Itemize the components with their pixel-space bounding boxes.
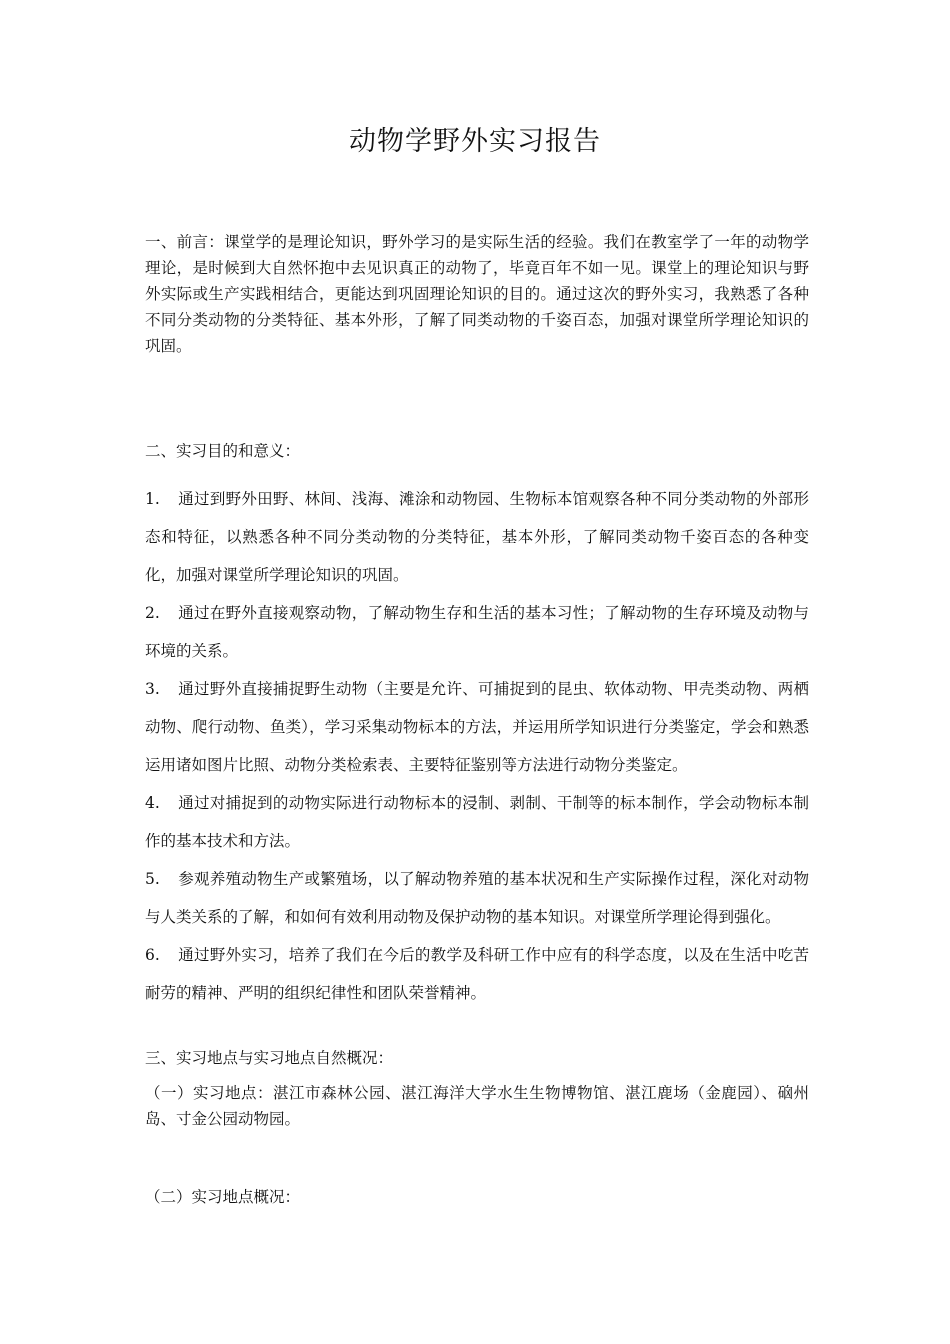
list-item-text: 通过野外实习，培养了我们在今后的教学及科研工作中应有的科学态度，以及在生活中吃苦耐劳的精神、严明的组织纪律性和团队荣誉精神。 xyxy=(145,946,809,1002)
list-item xyxy=(145,936,809,1012)
list-item-number: 2. xyxy=(145,604,160,622)
list-item-number: 3. xyxy=(145,680,160,698)
intro-paragraph: 一、前言：课堂学的是理论知识，野外学习的是实际生活的经验。我们在教室学了一年的动物学理论，是时候到大自然怀抱中去见识真正的动物了，毕竟百年不如一见。课堂上的理论知识与野外实际或生产实践相结合，更能达到巩固理论知识的目的。通过这次的野外实习，我熟悉了各种不同分类动物的分类特征、基本外形，了解了同类动物的千姿百态，加强对课堂所学理论知识的巩固。 xyxy=(145,233,809,355)
list-item xyxy=(145,670,809,784)
list-item xyxy=(145,480,809,594)
location-list-paragraph: （一）实习地点：湛江市森林公园、湛江海洋大学水生生物博物馆、湛江鹿场（金鹿园）、硇州岛、寸金公园动物园。 xyxy=(145,1084,809,1128)
list-item-text: 通过到野外田野、林间、浅海、滩涂和动物园、生物标本馆观察各种不同分类动物的外部形态和特征，以熟悉各种不同分类动物的分类特征，基本外形，了解同类动物千姿百态的各种变化，加强对课堂所学理论知识的巩固。 xyxy=(145,490,809,584)
list-item-text: 参观养殖动物生产或繁殖场，以了解动物养殖的基本状况和生产实际操作过程，深化对动物与人类关系的了解，和如何有效利用动物及保护动物的基本知识。对课堂所学理论得到强化。 xyxy=(145,870,809,926)
section-3-heading: 三、实习地点与实习地点自然概况： xyxy=(145,1049,394,1067)
list-item-number: 5. xyxy=(145,870,160,888)
location-overview-heading: （二）实习地点概况： xyxy=(145,1188,301,1206)
list-item-number: 6. xyxy=(145,946,160,964)
list-item xyxy=(145,784,809,860)
list-item-number: 4. xyxy=(145,794,160,812)
list-item xyxy=(145,594,809,670)
list-item xyxy=(145,860,809,936)
purpose-list xyxy=(145,480,809,1012)
document-title: 动物学野外实习报告 xyxy=(349,126,601,157)
section-2-heading: 二、实习目的和意义： xyxy=(145,442,301,460)
list-item-text: 通过野外直接捕捉野生动物（主要是允许、可捕捉到的昆虫、软体动物、甲壳类动物、两栖动物、爬行动物、鱼类），学习采集动物标本的方法，并运用所学知识进行分类鉴定，学会和熟悉运用诸如图片比照、动物分类检索表、主要特征鉴别等方法进行动物分类鉴定。 xyxy=(145,680,809,774)
list-item-text: 通过在野外直接观察动物，了解动物生存和生活的基本习性；了解动物的生存环境及动物与环境的关系。 xyxy=(145,604,809,660)
list-item-number: 1. xyxy=(145,490,160,508)
list-item-text: 通过对捕捉到的动物实际进行动物标本的浸制、剥制、干制等的标本制作，学会动物标本制作的基本技术和方法。 xyxy=(145,794,809,850)
